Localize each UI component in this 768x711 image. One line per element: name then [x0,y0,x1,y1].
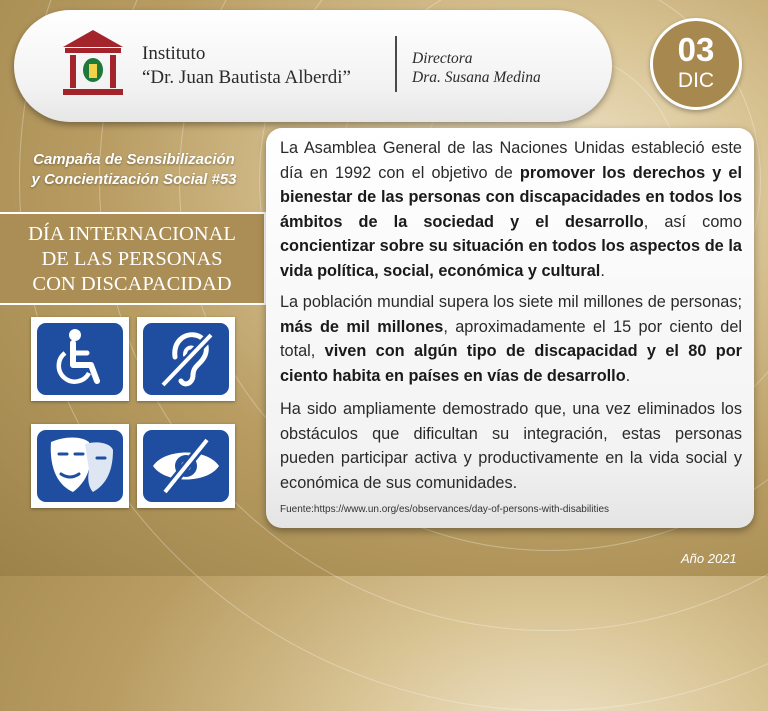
hearing-impaired-icon [143,323,229,395]
p2-segment: . [625,366,631,385]
paragraph-3 [280,397,742,495]
source-note: Fuente:https://www.un.org/es/observances/day-of-persons-with-disabilities [280,504,610,515]
visual-impaired-icon [143,430,229,502]
p2-segment: viven con algún tipo de discapacidad y el 80 por ciento habita en países en vías de desarrollo [280,342,742,385]
p1-segment: La Asamblea General de las Naciones Unidas estableció este día en 1992 con el objetivo de [280,139,742,182]
visual-impaired-sign [137,424,235,508]
paragraph-1 [280,136,742,284]
institute-name-line1: Instituto [142,43,206,64]
p1-segment: concientizar sobre su situación en todos los aspectos de la vida política, social, económica y cultural [280,237,742,280]
day-title-line2: DE LAS PERSONAS [41,248,223,270]
p1-segment: , así como [643,212,742,231]
p1-segment: . [600,261,605,280]
wheelchair-sign [31,317,129,401]
institute-name-line2: “Dr. Juan Bautista Alberdi” [142,67,351,88]
day-title-line1: DÍA INTERNACIONAL [28,223,236,245]
header-divider [395,36,397,92]
campaign-line2: y Concientización Social #53 [31,171,237,188]
date-badge [650,18,742,110]
mental-disability-icon [37,430,123,502]
wheelchair-icon [37,323,123,395]
mental-disability-sign [31,424,129,508]
institute-building-logo [61,28,125,98]
content-card [266,128,754,528]
director-name: Dra. Susana Medina [412,69,541,86]
p2-segment: La población mundial supera los siete mil millones de personas; [280,293,742,311]
paragraph-2 [280,290,742,388]
p1-segment: promover los derechos y el bienestar de las personas con discapacidades en todos los ámbitos de la sociedad y el desarrollo [280,163,742,231]
hearing-sign [137,317,235,401]
year-label: Año 2021 [681,551,737,566]
campaign-line1: Campaña de Sensibilización [33,151,235,168]
campaign-label [16,150,252,190]
header-banner [14,10,612,122]
day-title-box [0,212,266,305]
day-title-line3: CON DISCAPACIDAD [32,273,232,295]
p2-segment: más de mil millones [280,317,444,336]
p2-segment: , aproximadamente el 15 por ciento del total, [280,317,742,361]
director-title: Directora [412,50,473,67]
p3-segment: Ha sido ampliamente demostrado que, una vez eliminados los obstáculos que dificultan su integración, estas personas pueden participar activa y productivamente en la vida social y económica de sus comunidades. [280,400,742,492]
date-day: 03 [677,31,715,68]
date-month: DIC [677,69,715,92]
